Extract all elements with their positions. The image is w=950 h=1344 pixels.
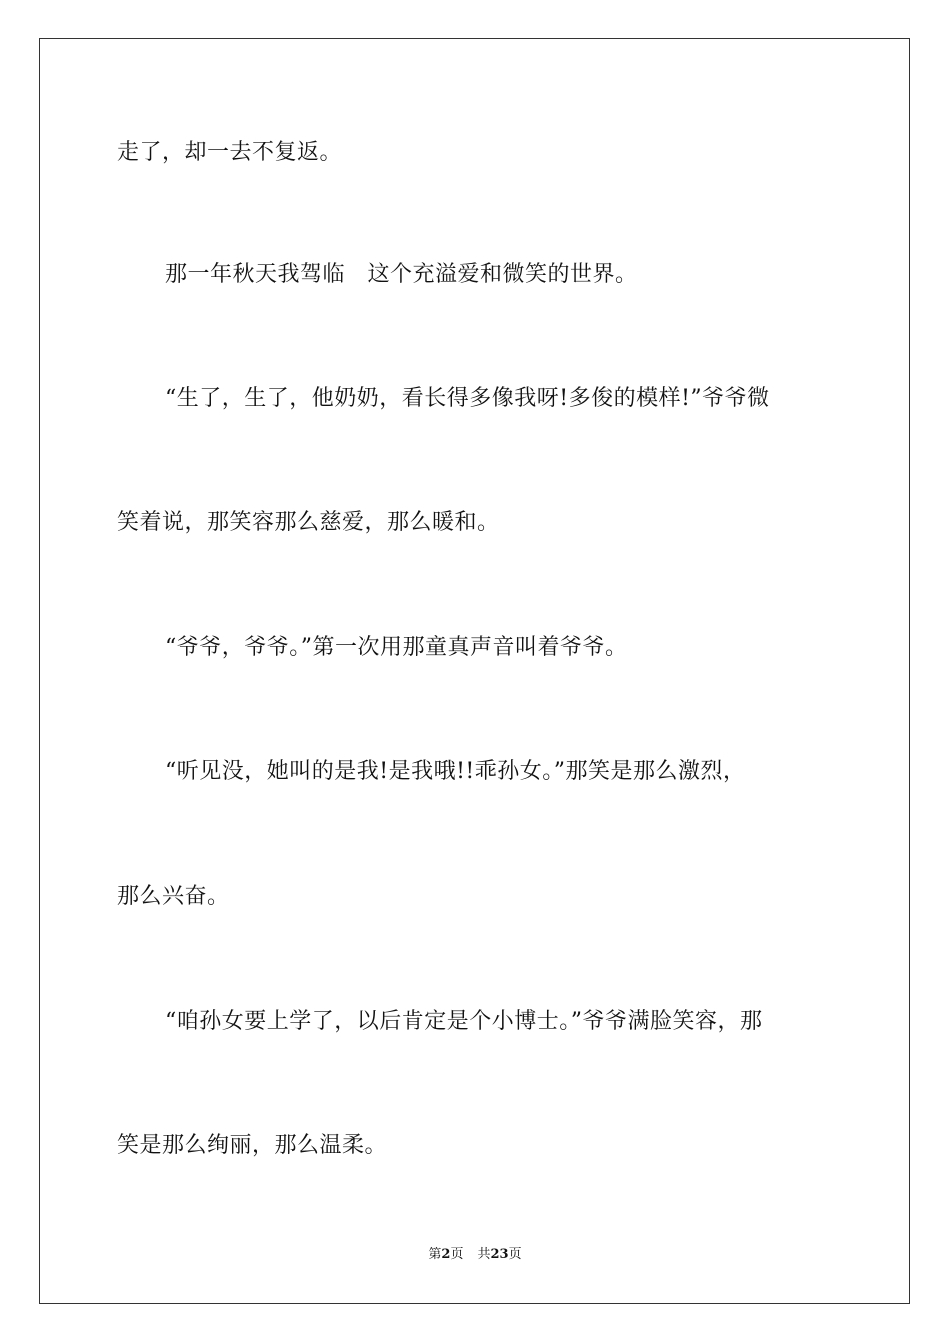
text-line-3: “生了，生了，他奶奶，看长得多像我呀!多俊的模样!”爷爷微 [165,386,770,411]
footer-total-suffix: 页 [508,1247,522,1262]
footer-page-suffix: 页 [450,1247,464,1262]
text-line-1: 走了，却一去不复返。 [117,140,343,165]
footer-page-number: 2 [441,1247,451,1262]
text-line-2: 那一年秋天我驾临 这个充溢爱和微笑的世界。 [165,262,638,287]
text-line-9: 笑是那么绚丽，那么温柔。 [117,1133,388,1158]
text-line-7: 那么兴奋。 [117,884,230,909]
text-line-6: “听见没，她叫的是我!是我哦!!乖孙女。”那笑是那么激烈， [165,759,746,784]
text-line-8: “咱孙女要上学了，以后肯定是个小博士。”爷爷满脸笑容，那 [165,1009,763,1034]
page-border [39,38,910,1304]
footer-total-number: 23 [490,1247,509,1262]
text-line-4: 笑着说，那笑容那么慈爱，那么暖和。 [117,510,500,535]
text-line-5: “爷爷，爷爷。”第一次用那童真声音叫着爷爷。 [165,635,628,660]
page-footer [0,1246,950,1264]
footer-total-prefix: 共 [477,1247,491,1262]
footer-page-prefix: 第 [428,1247,442,1262]
